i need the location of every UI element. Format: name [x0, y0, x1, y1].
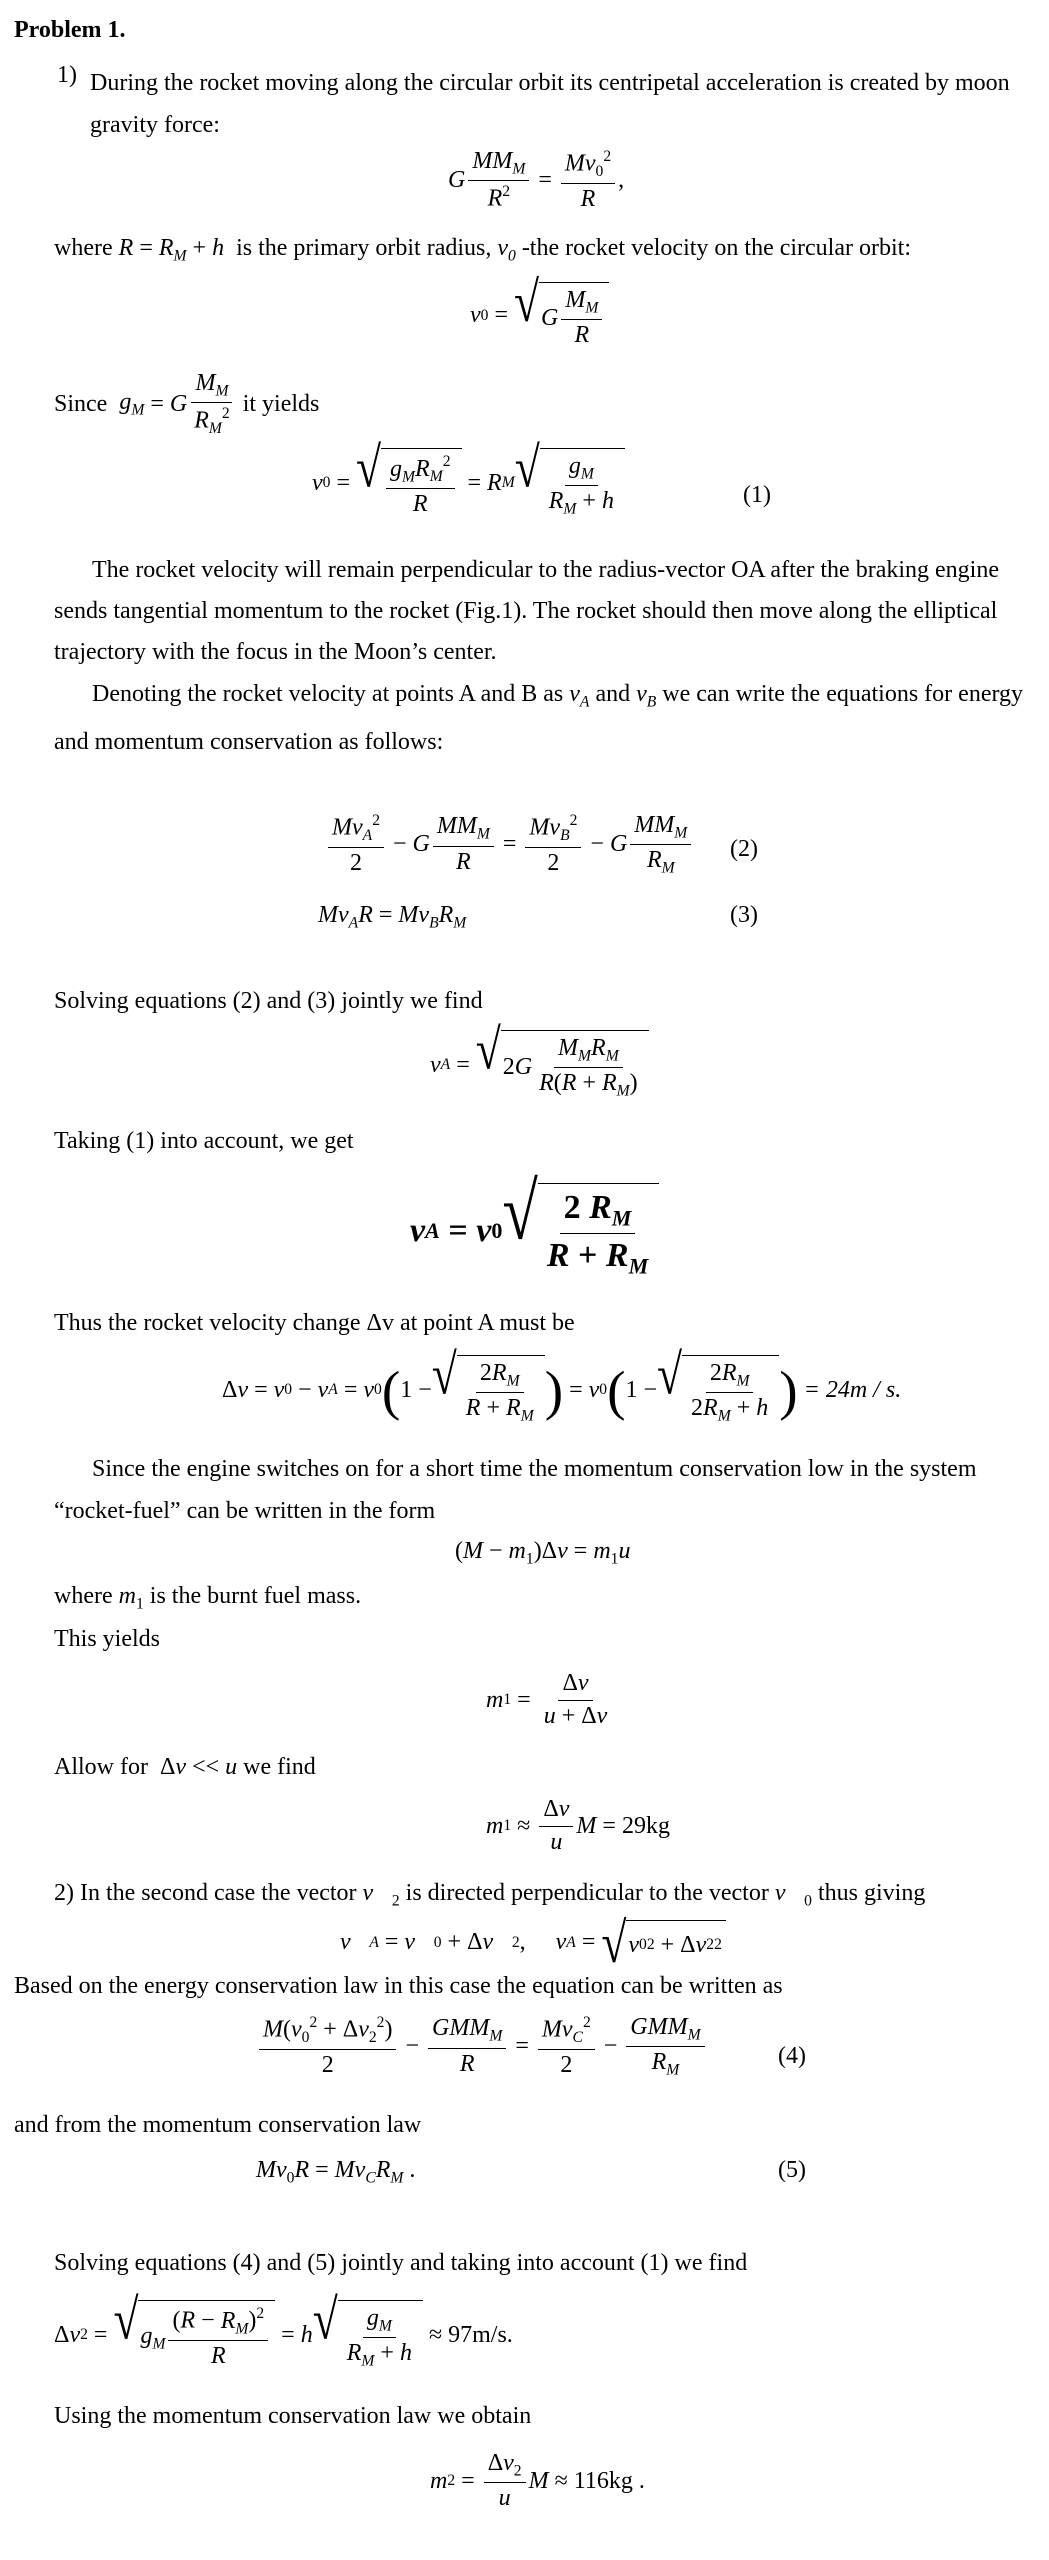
item-number: 1) [57, 62, 77, 88]
solving-23-line: Solving equations (2) and (3) jointly we find [54, 988, 483, 1014]
equation-4: $M(v_0^2 + \Delta v_2^2)$ 2 − $GMM_M$ R = $Mv_C^2$ 2 − $GMM_M$ $R_M$ [256, 2014, 708, 2080]
equation-momentum-fuel: $(M - m_1)\Delta v = m_1u$ [455, 1538, 631, 1568]
since-gM-line: Since $g_M$ = G $M_M$ $R_M^2$ it yields [54, 370, 320, 438]
allow-line: Allow for Δv << u we find [54, 1754, 316, 1780]
second-case-line: 2) In the second case the vector $v⃗_2$ is directed perpendicular to the vector $v⃗_0$ thus giving [54, 1880, 926, 1910]
this-yields-line: This yields [54, 1626, 160, 1652]
equation-v0-sqrt: v 0 = √ G $M_M$ R [470, 282, 609, 350]
equation-m2-result: m 2 = $\Delta v_2$ u M ≈ 116kg . [430, 2450, 645, 2512]
equation-2: $Mv_A^2$ 2 − G $MM_M$ R = $Mv_B^2$ 2 − G $MM_M$ $R_M$ [325, 812, 694, 878]
equation-vA-v0: v A = v 0 √ 2 $R_M$ $R + R_M$ [410, 1183, 659, 1279]
perpendicular-paragraph: The rocket velocity will remain perpendicular to the radius-vector OA after the braking engine sends tangential momentum to the rocket (Fig.1). The rocket should then move along the elliptical trajectory with the focus in the Moon’s center. [54, 557, 999, 665]
equation-5: $Mv_0R = Mv_CR_M$ . [256, 2157, 416, 2187]
equation-number-3: (3) [730, 902, 758, 928]
thus-dv-line: Thus the rocket velocity change Δv at point A must be [54, 1310, 575, 1336]
momentum-law-line: and from the momentum conservation law [14, 2112, 422, 2138]
equation-number-1: (1) [743, 482, 771, 508]
denoting-paragraph: Denoting the rocket velocity at points A and B as $v_A$ and $v_B$ we can write the equations for energy and momentum conservation as follows: [54, 681, 1024, 756]
solving-45-line: Solving equations (4) and (5) jointly and taking into account (1) we find [54, 2250, 748, 2276]
where-m1-line: where $m_1$ is the burnt fuel mass. [54, 1583, 362, 1613]
taking-1-line: Taking (1) into account, we get [54, 1128, 354, 1154]
equation-1: v 0 = √ $g_MR_M^2$ R = R M √ $g_M$ $R_M + h$ [312, 448, 625, 519]
equation-m1-fraction: m 1 = Δv u + Δv [486, 1670, 608, 1729]
page-title: Problem 1. [14, 17, 126, 43]
equation-delta-v2: Δ v 2 = √ $g_M$ $(R - R_M)^2$ R = h √ $g_M$ $R_M + h$ ≈ 97m/s. [54, 2287, 513, 2370]
using-momentum-line: Using the momentum conservation law we obtain [54, 2403, 532, 2429]
equation-number-4: (4) [778, 2043, 806, 2069]
equation-number-5: (5) [778, 2157, 806, 2183]
equation-vA-vector: v⃗ A = v⃗ 0 + Δ v⃗ 2 , v A = √ v 0 2 + Δ v 2 2 [340, 1920, 726, 1966]
equation-number-2: (2) [730, 836, 758, 862]
equation-vA-general: v A = √ 2 G $M_MR_M$ $R(R + R_M)$ [430, 1030, 649, 1101]
intro-paragraph: During the rocket moving along the circular orbit its centripetal acceleration is created by moon gravity force: [90, 70, 1010, 138]
energy-law-line: Based on the energy conservation law in this case the equation can be written as [14, 1973, 783, 1999]
engine-paragraph: Since the engine switches on for a short time the momentum conservation low in the system “rocket-fuel” can be written in the form [54, 1456, 977, 1524]
equation-gravity-centripetal: G $MM_M$ $R^2$ = $\frac{Mv_0^2}{R}$ , [448, 148, 625, 212]
equation-delta-v: Δ v = v 0 − v A = v 0 ( 1 − √ $2R_M$ $R + R_M$ ) = v 0 ( 1 − √ $2R_M$ $2R_M + h$ ) = 24m / s. [222, 1342, 902, 1425]
where-R-line: where $R = R_M + h$ is the primary orbit radius, $v_0$ -the rocket velocity on the circular orbit: [54, 235, 911, 265]
equation-3: $Mv_AR = Mv_BR_M$ [318, 902, 467, 932]
equation-m1-result: m 1 ≈ Δv u M = 29kg [486, 1796, 670, 1855]
